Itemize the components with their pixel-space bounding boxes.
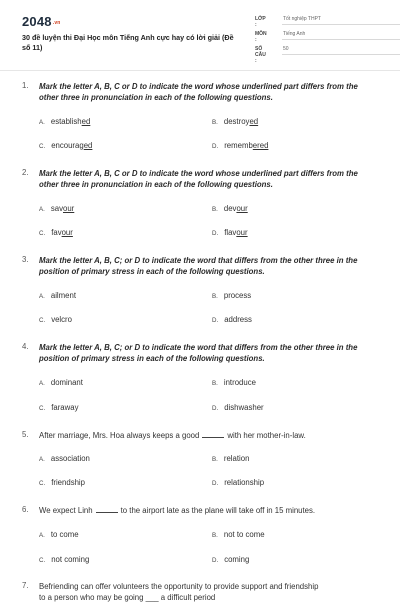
meta-class-value: Tốt nghiệp THPT — [283, 16, 321, 22]
question-number: 5. — [22, 430, 29, 439]
divider — [282, 54, 400, 55]
option-letter: C. — [39, 405, 46, 412]
option-letter: B. — [212, 119, 218, 126]
prompt-after: to the airport late as the plane will take off in 15 minutes. — [120, 506, 316, 515]
option-letter: D. — [212, 317, 219, 324]
option-text: dominant — [50, 378, 83, 387]
prompt-line-2: to a person who may be going ___ a difficult period — [39, 593, 216, 603]
prompt-before: After marriage, Mrs. Hoa always keeps a good — [39, 431, 200, 440]
option-a[interactable] — [39, 117, 90, 126]
option-letter: C. — [39, 317, 46, 324]
option-letter: A. — [39, 532, 45, 539]
option-letter: B. — [212, 380, 218, 387]
option-letter: C. — [39, 480, 46, 487]
option-d[interactable] — [212, 403, 264, 412]
option-text: dev — [223, 204, 237, 213]
option-d[interactable] — [212, 228, 248, 237]
meta-count-label: SỐ CÂU : — [255, 46, 266, 64]
option-letter: D. — [212, 405, 219, 412]
option-letter: A. — [39, 456, 45, 463]
logo-suffix: .vn — [52, 19, 61, 26]
meta-subject-label: MÔN : — [255, 31, 267, 43]
option-c[interactable] — [39, 141, 92, 150]
option-text: dishwasher — [224, 403, 264, 412]
document-title: 30 đề luyện thi Đại Học môn Tiếng Anh cực hay có lời giải (Đề số 11) — [22, 33, 234, 52]
question-prompt: Mark the letter A, B, C or D to indicate the word whose underlined part differs from the other three in pronunciation in each of the following questions. — [39, 82, 358, 103]
option-letter: A. — [39, 119, 45, 126]
meta-subject-value: Tiếng Anh — [283, 31, 306, 37]
option-text: rememb — [224, 141, 253, 150]
option-b[interactable] — [212, 204, 248, 213]
option-underlined: ered — [252, 141, 269, 150]
meta-class-label: LỚP : — [255, 16, 266, 28]
question-prompt: Mark the letter A, B, C or D to indicate the word whose underlined part differs from the other three in pronunciation in each of the following questions. — [39, 169, 358, 190]
worksheet-header — [0, 0, 400, 66]
option-text: not to come — [223, 530, 265, 539]
option-text: address — [224, 315, 252, 324]
option-text: flav — [224, 228, 237, 237]
option-letter: D. — [212, 143, 219, 150]
option-a[interactable] — [39, 204, 74, 213]
site-logo[interactable] — [22, 14, 61, 29]
option-text: association — [50, 454, 90, 463]
option-letter: C. — [39, 557, 46, 564]
option-letter: A. — [39, 206, 45, 213]
option-underlined: ed — [83, 141, 93, 150]
option-underlined: ed — [249, 117, 259, 126]
option-text: friendship — [51, 478, 85, 487]
option-text: not coming — [51, 555, 90, 564]
option-text: faraway — [51, 403, 79, 412]
option-a[interactable] — [39, 378, 83, 387]
option-text: to come — [50, 530, 79, 539]
option-letter: B. — [212, 456, 218, 463]
option-d[interactable] — [212, 315, 252, 324]
option-b[interactable] — [212, 378, 256, 387]
option-text: relationship — [224, 478, 265, 487]
option-underlined: ed — [81, 117, 91, 126]
option-letter: D. — [212, 557, 219, 564]
question-number: 7. — [22, 581, 29, 590]
option-d[interactable] — [212, 141, 268, 150]
option-letter: C. — [39, 230, 46, 237]
meta-count-value: 50 — [283, 46, 289, 52]
question-prompt: Mark the letter A, B, C; or D to indicate the word that differs from the other three in the position of primary stress in each of the following questions. — [39, 256, 358, 277]
divider — [282, 24, 400, 25]
option-text: coming — [224, 555, 250, 564]
option-letter: A. — [39, 293, 45, 300]
option-text: relation — [223, 454, 250, 463]
option-c[interactable] — [39, 228, 73, 237]
prompt-before: We expect Linh — [39, 506, 93, 515]
answer-blank — [202, 431, 224, 438]
option-text: sav — [50, 204, 63, 213]
option-underlined: our — [236, 228, 248, 237]
option-underlined: our — [236, 204, 248, 213]
option-text: velcro — [51, 315, 72, 324]
question-prompt — [39, 505, 379, 516]
answer-blank — [96, 506, 118, 513]
option-letter: C. — [39, 143, 46, 150]
option-c[interactable] — [39, 315, 72, 324]
option-b[interactable] — [212, 454, 249, 463]
option-a[interactable] — [39, 530, 79, 539]
option-letter: A. — [39, 380, 45, 387]
option-c[interactable] — [39, 555, 89, 564]
option-letter: D. — [212, 480, 219, 487]
option-b[interactable] — [212, 291, 251, 300]
option-d[interactable] — [212, 478, 264, 487]
question-number: 3. — [22, 255, 29, 264]
option-text: ailment — [50, 291, 76, 300]
option-letter: B. — [212, 206, 218, 213]
question-number: 4. — [22, 342, 29, 351]
option-d[interactable] — [212, 555, 249, 564]
option-letter: B. — [212, 532, 218, 539]
question-prompt: Mark the letter A, B, C; or D to indicate the word that differs from the other three in the position of primary stress in each of the following questions. — [39, 343, 358, 364]
option-a[interactable] — [39, 454, 90, 463]
question-number: 1. — [22, 81, 29, 90]
option-text: process — [223, 291, 252, 300]
question-prompt — [39, 430, 379, 441]
header-divider — [0, 70, 400, 71]
option-text: establish — [50, 117, 82, 126]
divider — [282, 39, 400, 40]
option-letter: B. — [212, 293, 218, 300]
question-number: 2. — [22, 168, 29, 177]
option-underlined: our — [63, 204, 75, 213]
option-c[interactable] — [39, 403, 79, 412]
option-text: introduce — [223, 378, 256, 387]
option-text: fav — [51, 228, 62, 237]
option-text: encourag — [51, 141, 84, 150]
option-letter: D. — [212, 230, 219, 237]
question-number: 6. — [22, 505, 29, 514]
option-c[interactable] — [39, 478, 85, 487]
logo-text: 2048 — [22, 14, 52, 29]
option-b[interactable] — [212, 117, 258, 126]
option-underlined: our — [61, 228, 73, 237]
prompt-line-1: Befriending can offer volunteers the opportunity to provide support and friendship — [39, 582, 319, 591]
option-text: destroy — [223, 117, 250, 126]
prompt-after: with her mother-in-law. — [227, 431, 306, 440]
option-a[interactable] — [39, 291, 76, 300]
option-b[interactable] — [212, 530, 265, 539]
